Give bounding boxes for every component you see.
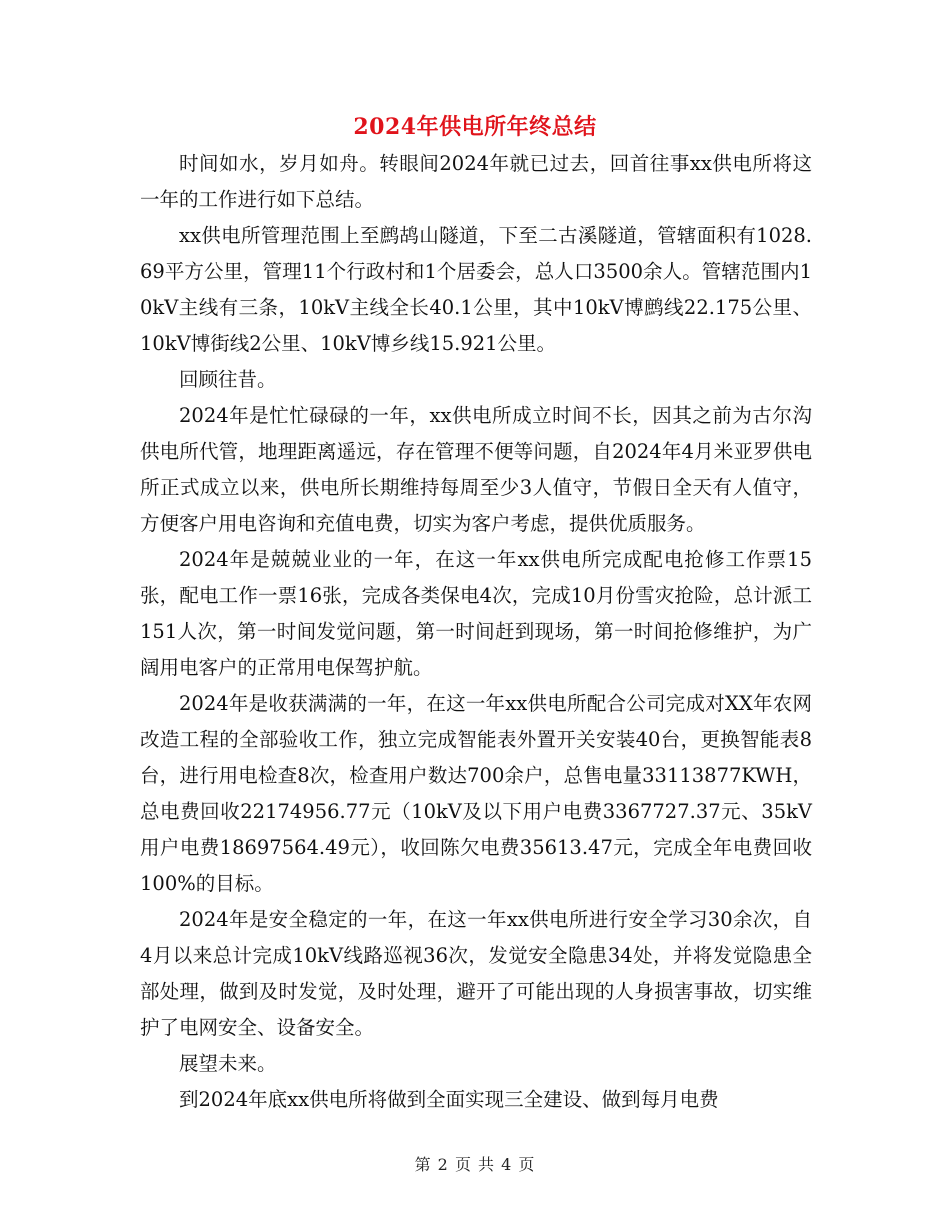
paragraph-review-heading: 回顾往昔。 <box>179 368 277 391</box>
document-title: 2024年供电所年终总结 <box>353 114 597 140</box>
paragraph-busy-year: 2024年是忙忙碌碌的一年，xx供电所成立时间不长，因其之前为古尔沟供电所代管，地理距离遥远，存在管理不便等问题，自2024年4月米亚罗供电所正式成立以来，供电所长期维持每周至少3人值守，节假日全天有人值守，方便客户用电咨询和充值电费，切实为客户考虑，提供优质服务。 <box>140 404 812 535</box>
paragraph-harvest-year: 2024年是收获满满的一年，在这一年xx供电所配合公司完成对XX年农网改造工程的全部验收工作，独立完成智能表外置开关安装40台，更换智能表8台，进行用电检查8次，检查用户数达700余户，总售电量33113877KWH，总电费回收22174956.77元（10kV及以下用户电费3367727.37元、35kV用户电费18697564.49元），收回陈欠电费35613.47元，完成全年电费回收100%的目标。 <box>140 692 812 895</box>
paragraph-outlook: 到2024年底xx供电所将做到全面实现三全建设、做到每月电费 <box>179 1088 719 1111</box>
paragraph-intro: 时间如水，岁月如舟。转眼间2024年就已过去，回首往事xx供电所将这一年的工作进行如下总结。 <box>140 152 812 211</box>
paragraph-safety-year: 2024年是安全稳定的一年，在这一年xx供电所进行安全学习30余次，自4月以来总计完成10kV线路巡视36次，发觉安全隐患34处，并将发觉隐患全部处理，做到及时发觉，及时处理，避开了可能出现的人身损害事故，切实维护了电网安全、设备安全。 <box>140 908 812 1039</box>
paragraph-diligent-year: 2024年是兢兢业业的一年，在这一年xx供电所完成配电抢修工作票15张，配电工作一票16张，完成各类保电4次，完成10月份雪灾抢险，总计派工151人次，第一时间发觉问题，第一时间赶到现场，第一时间抢修维护，为广阔用电客户的正常用电保驾护航。 <box>140 548 812 679</box>
document-body <box>140 146 812 1118</box>
page-footer: 第 2 页 共 4 页 <box>414 1155 536 1174</box>
paragraph-scope: xx供电所管理范围上至鹧鸪山隧道，下至二古溪隧道，管辖面积有1028.69平方公里，管理11个行政村和1个居委会，总人口3500余人。管辖范围内10kV主线有三条，10kV主线全长40.1公里，其中10kV博鹧线22.175公里、10kV博街线2公里、10kV博乡线15.921公里。 <box>140 224 812 355</box>
paragraph-outlook-heading: 展望未来。 <box>179 1052 277 1075</box>
